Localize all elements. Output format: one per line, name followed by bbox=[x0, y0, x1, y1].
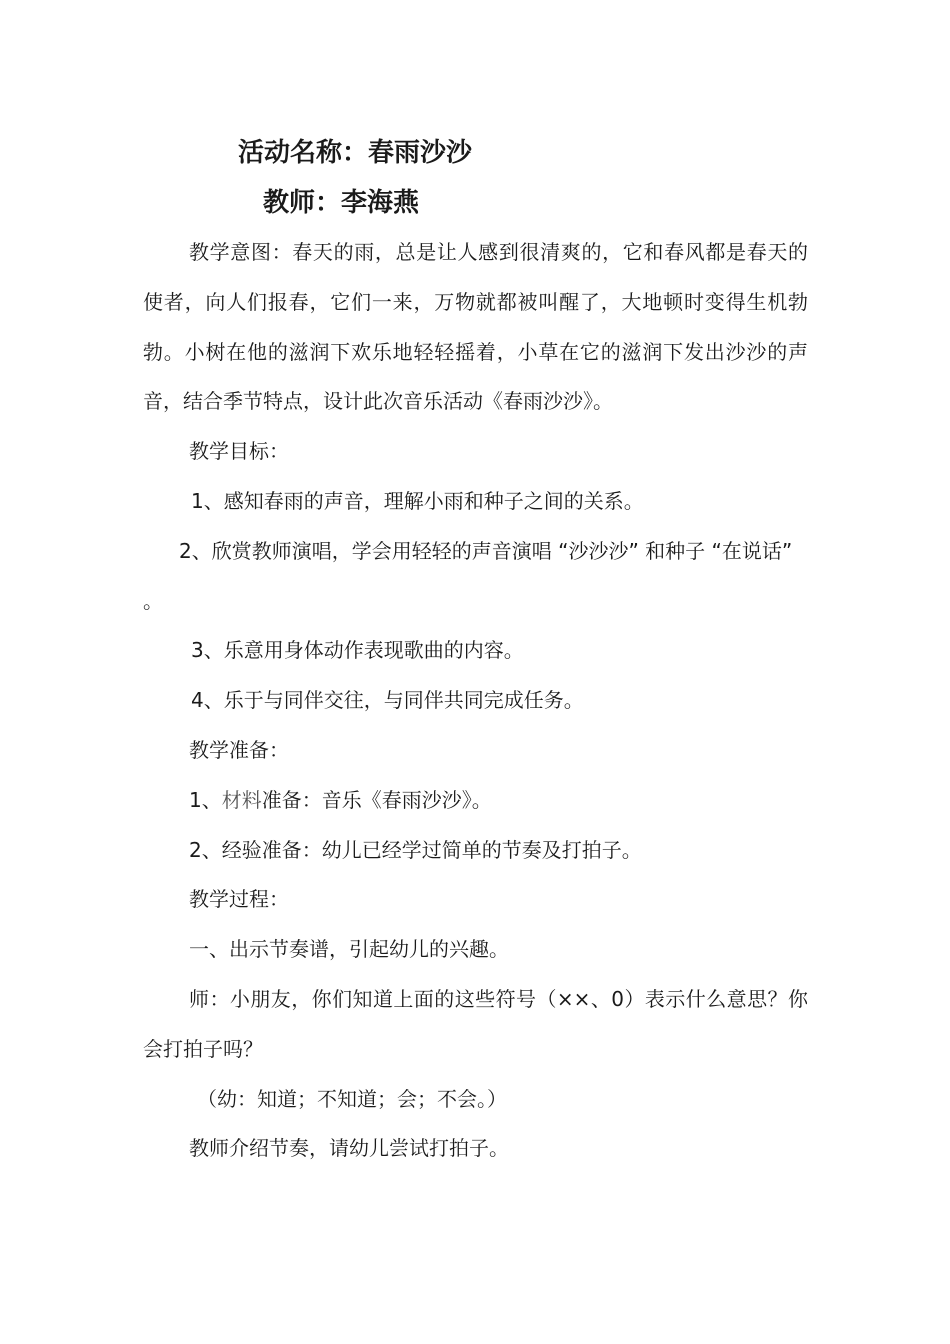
prep-item-1 bbox=[143, 776, 808, 826]
activity-title: 活动名称：春雨沙沙 bbox=[238, 138, 473, 168]
process-step-1: 一、出示节奏谱，引起幼儿的兴趣。 bbox=[189, 937, 509, 962]
prep-item-1-number: 1、 bbox=[189, 787, 222, 812]
goals-heading: 教学目标： bbox=[189, 439, 289, 464]
prep-item-2: 2、经验准备：幼儿已经学过简单的节奏及打拍子。 bbox=[189, 837, 642, 862]
prep-heading: 教学准备： bbox=[189, 737, 289, 762]
prep-item-1-rest: 准备：音乐《春雨沙沙》。 bbox=[261, 787, 492, 812]
goal-item-3: 3、乐意用身体动作表现歌曲的内容。 bbox=[191, 638, 524, 663]
document-body bbox=[143, 228, 808, 1174]
goal-item-4: 4、乐于与同伴交往，与同伴共同完成任务。 bbox=[191, 688, 584, 713]
goal-item-1: 1、感知春雨的声音，理解小雨和种子之间的关系。 bbox=[191, 488, 644, 513]
teacher-title: 教师：李海燕 bbox=[263, 188, 420, 218]
process-heading: 教学过程： bbox=[189, 887, 289, 912]
goal-item-2: 2、欣赏教师演唱，学会用轻轻的声音演唱 “沙沙沙” 和种子 “在说话” 。 bbox=[143, 538, 793, 613]
prep-item-1-materials-word: 材料 bbox=[221, 787, 262, 812]
teacher-question: 师：小朋友，你们知道上面的这些符号（××、0）表示什么意思？你会打拍子吗？ bbox=[143, 986, 808, 1061]
children-answer: （幼：知道；不知道；会；不会。） bbox=[197, 1086, 507, 1111]
teaching-intent-paragraph: 教学意图：春天的雨，总是让人感到很清爽的，它和春风都是春天的使者，向人们报春，它们一来，万物就都被叫醒了，大地顿时变得生机勃勃。小树在他的滋润下欢乐地轻轻摇着，小草在它的滋润下发出沙沙的声音，结合季节特点，设计此次音乐活动《春雨沙沙》。 bbox=[143, 240, 808, 414]
teacher-introduction: 教师介绍节奏，请幼儿尝试打拍子。 bbox=[189, 1136, 509, 1161]
